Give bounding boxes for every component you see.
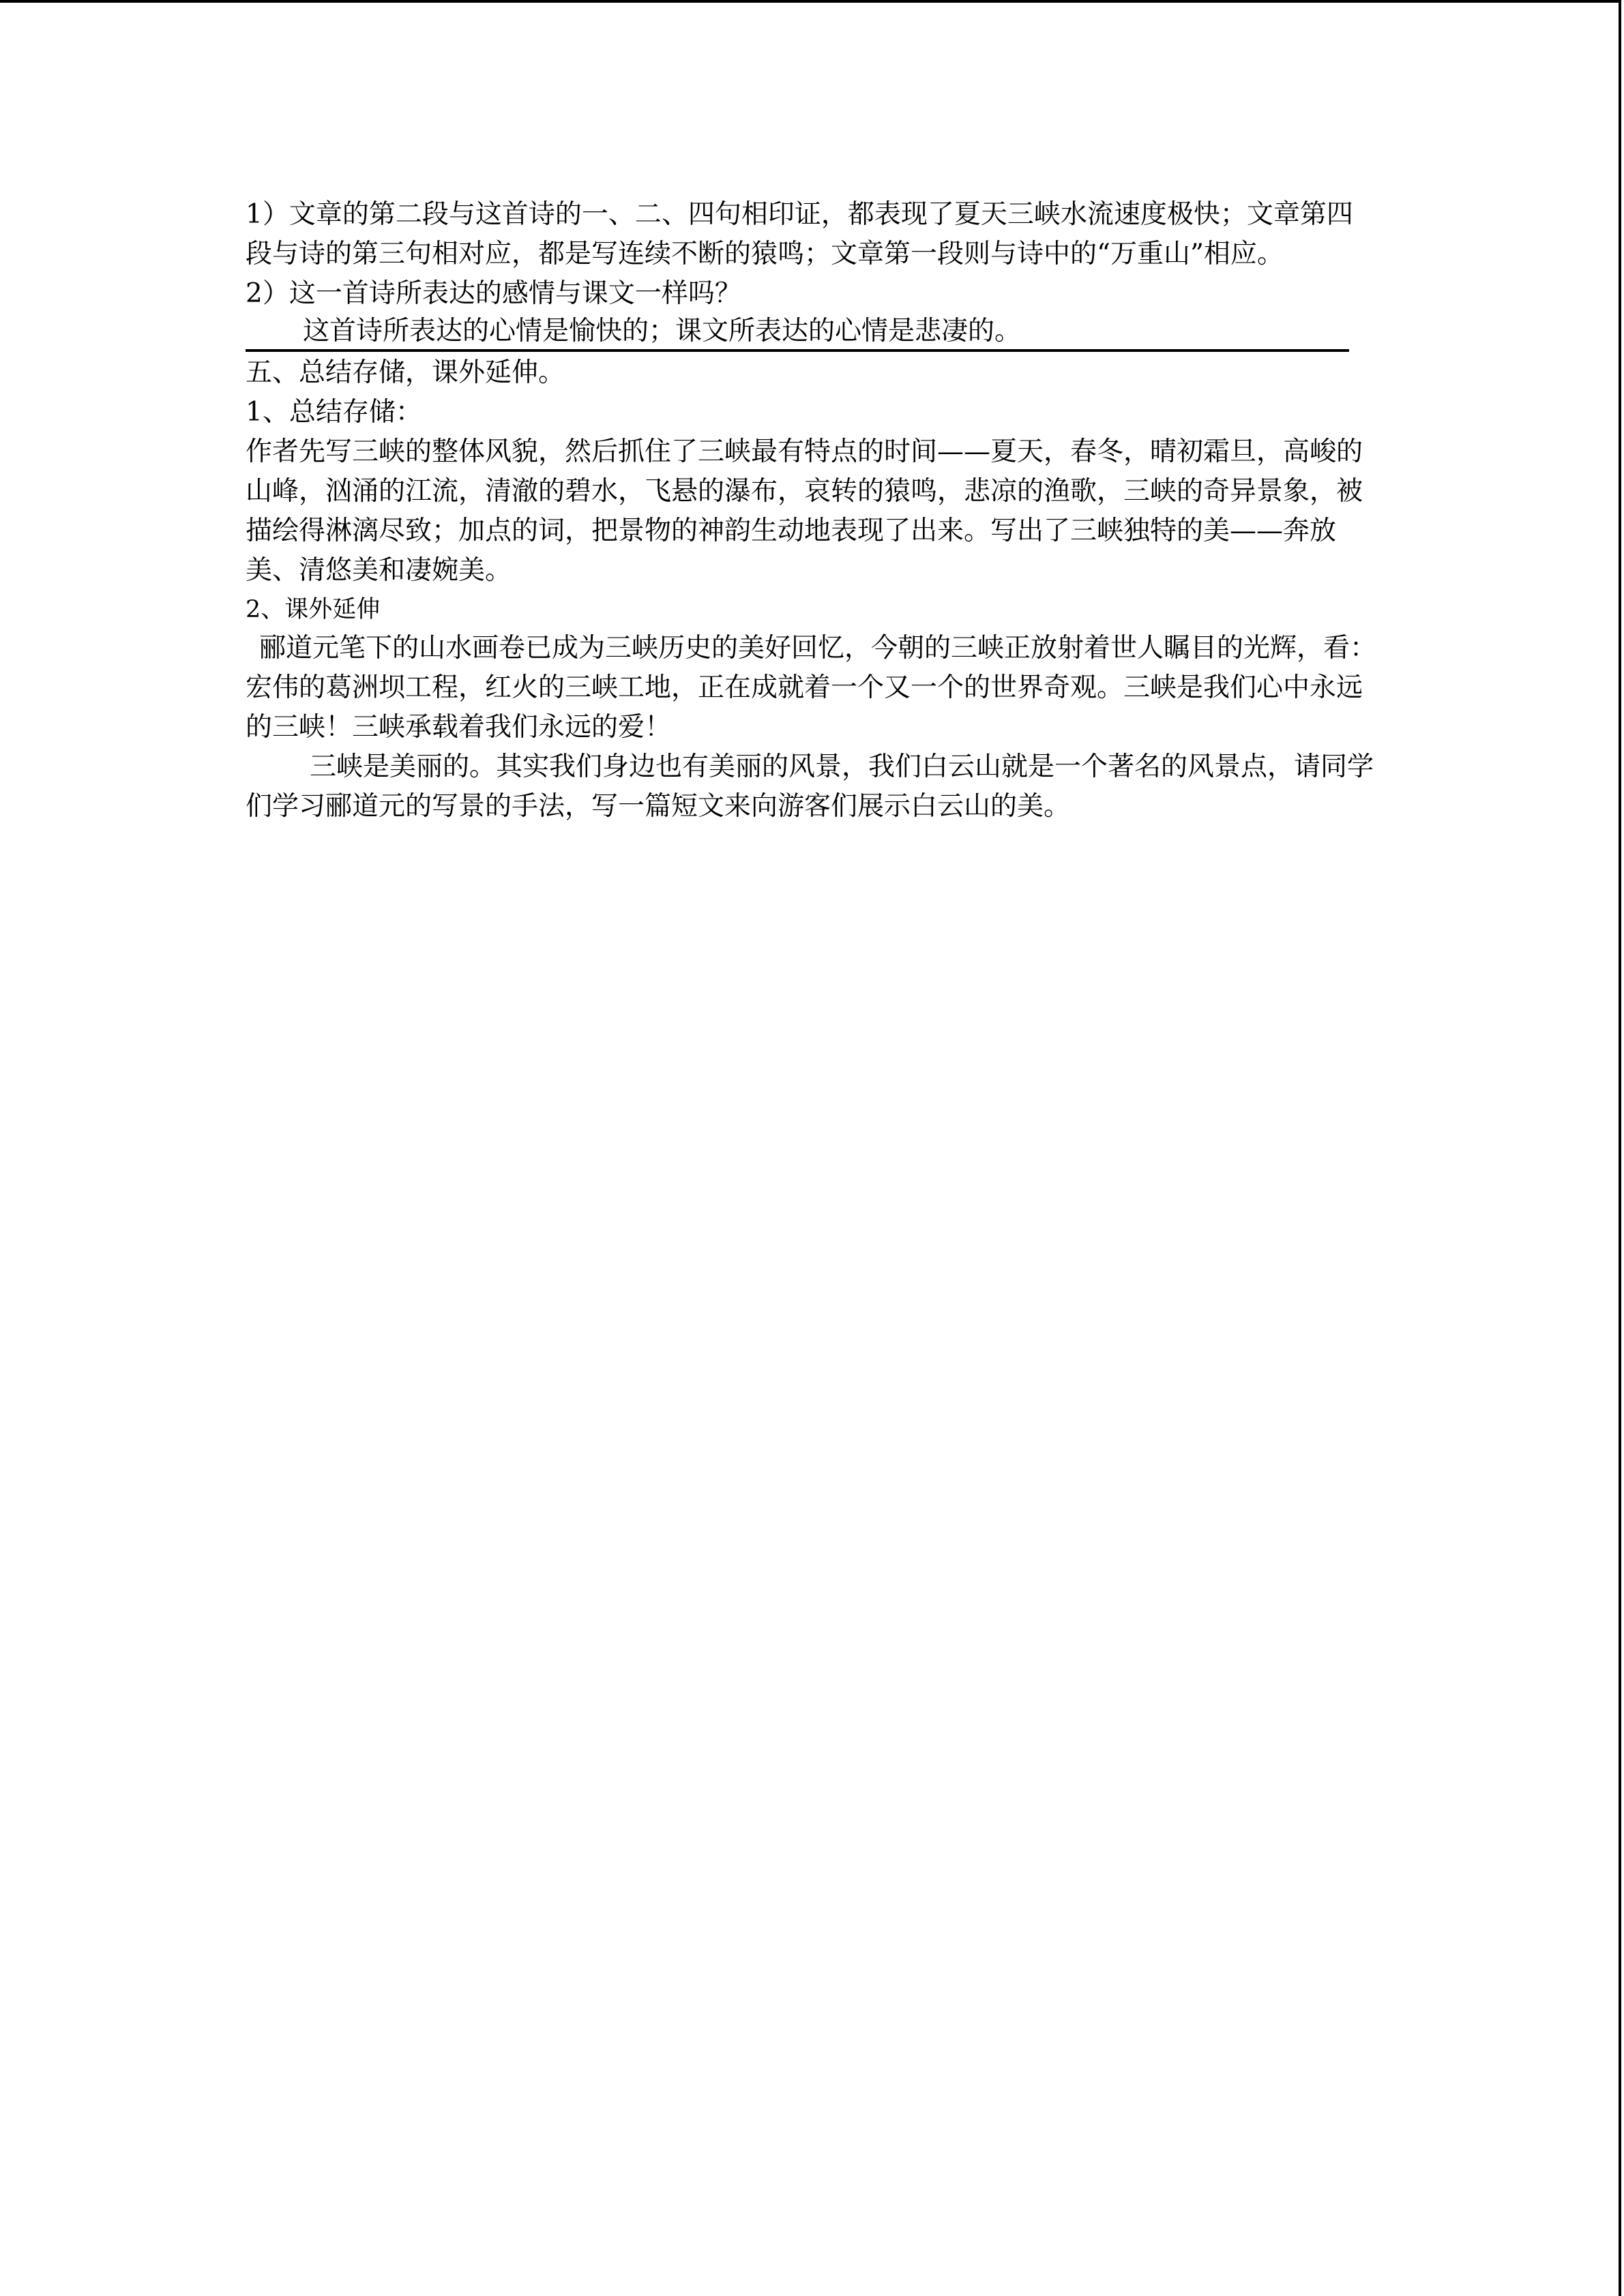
paragraph-poem-comparison: 1）文章的第二段与这首诗的一、二、四句相印证，都表现了夏天三峡水流速度极快；文章第四段与诗的第三句相对应，都是写连续不断的猿鸣；文章第一段则与诗中的“万重山”相应。 xyxy=(246,199,1353,269)
subheading-extension: 2、课外延伸 xyxy=(246,596,381,623)
paragraph-answer-underlined xyxy=(246,314,1379,352)
subheading-summary: 1、总结存储： xyxy=(246,397,422,428)
paragraph-assignment: 三峡是美丽的。其实我们身边也有美丽的风景，我们白云山就是一个著名的风景点，请同学们学习郦道元的写景的手法，写一篇短文来向游客们展示白云山的美。 xyxy=(246,751,1374,822)
underlined-answer: 这首诗所表达的心情是愉快的；课文所表达的心情是悲凄的。 xyxy=(246,314,1349,352)
paragraph-extension: 郦道元笔下的山水画卷已成为三峡历史的美好回忆，今朝的三峡正放射着世人瞩目的光辉，看：宏伟的葛洲坝工程，红火的三峡工地，正在成就着一个又一个的世界奇观。三峡是我们心中永远的三峡！三峡承载着我们永远的爱！ xyxy=(246,633,1377,743)
paragraph-question-2: 2）这一首诗所表达的感情与课文一样吗？ xyxy=(246,278,741,309)
paragraph-summary: 作者先写三峡的整体风貌，然后抓住了三峡最有特点的时间——夏天，春冬，晴初霜旦，高峻的山峰，汹涌的江流，清澈的碧水，飞悬的瀑布，哀转的猿鸣，悲凉的渔歌，三峡的奇异景象，被描绘得淋漓尽致；加点的词，把景物的神韵生动地表现了出来。写出了三峡独特的美——奔放美、清悠美和凄婉美。 xyxy=(246,436,1363,586)
section-heading-five: 五、总结存储，课外延伸。 xyxy=(246,357,565,388)
document-body xyxy=(246,195,1379,826)
